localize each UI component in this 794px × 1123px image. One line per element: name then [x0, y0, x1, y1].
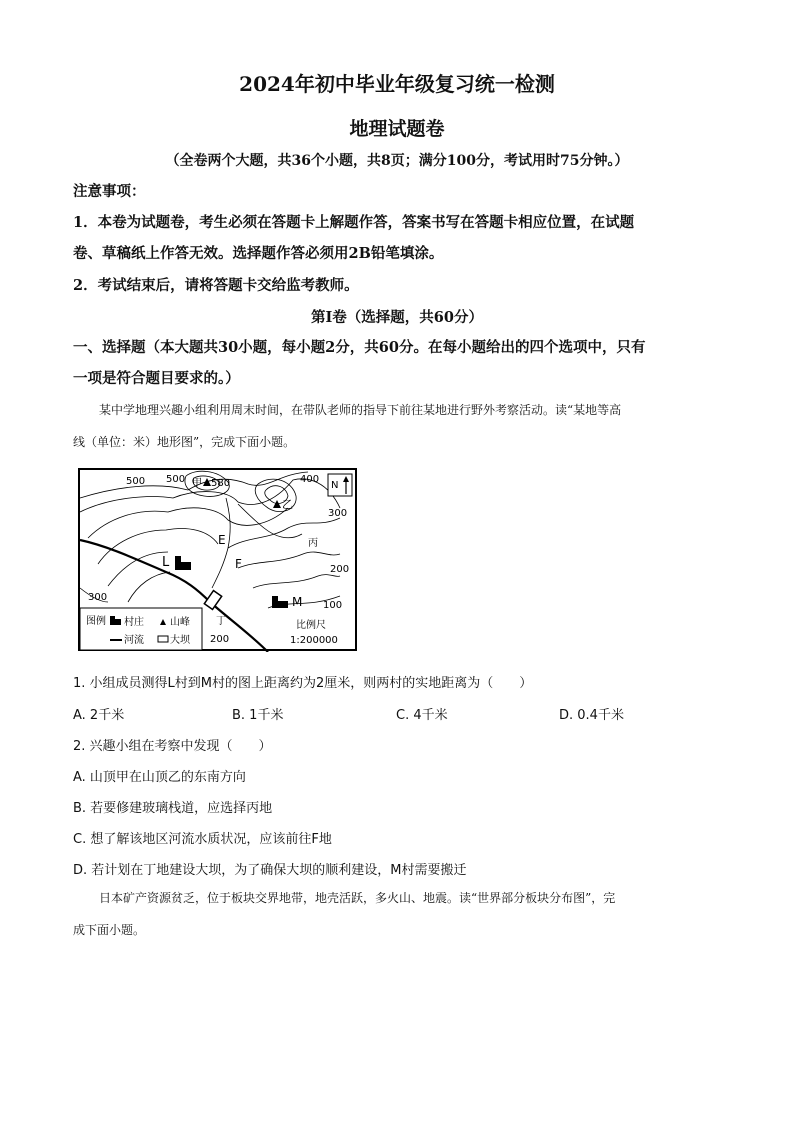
legend-peak: 山峰	[170, 617, 190, 628]
contour-label: 400	[300, 474, 320, 485]
passage-2	[73, 882, 723, 946]
north-label: N	[331, 480, 339, 491]
section-instructions-line2: 一项是符合题目要求的。）	[73, 370, 240, 387]
passage-2-line1: 日本矿产资源贫乏，位于板块交界地带，地壳活跃，多火山、地震。读“世界部分板块分布图”，完	[99, 891, 616, 905]
question-1-stem: 1. 小组成员测得L村到M村的图上距离约为2厘米，则两村的实地距离为（ ）	[73, 676, 533, 691]
contour-label: 100	[323, 600, 343, 611]
notes-heading: 注意事项：	[73, 183, 146, 200]
contour-label: 580	[211, 478, 231, 489]
note-item-1-line2: 卷、草稿纸上作答无效。选择题作答必须用2B铅笔填涂。	[73, 245, 444, 262]
legend-village: 村庄	[124, 617, 144, 628]
exam-title: 2024年初中毕业年级复习统一检测	[239, 72, 555, 96]
question-1-option-c[interactable]: C. 4千米	[396, 708, 448, 723]
scale-label: 比例尺	[296, 620, 326, 631]
point-bing-label: 丙	[308, 538, 318, 549]
part1-title: 第Ⅰ卷（选择题，共60分）	[311, 309, 483, 326]
point-ding-label: 丁	[216, 616, 226, 627]
legend-title: 图例	[86, 616, 106, 627]
note-item-2: 2．考试结束后，请将答题卡交给监考教师。	[73, 277, 359, 294]
question-2-option-a[interactable]: A. 山顶甲在山顶乙的东南方向	[73, 770, 246, 785]
passage-1-line2: 线（单位：米）地形图”，完成下面小题。	[73, 435, 296, 449]
question-1-option-a[interactable]: A. 2千米	[73, 708, 125, 723]
question-1-option-b[interactable]: B. 1千米	[232, 708, 284, 723]
contour-label: 500	[166, 474, 186, 485]
passage-1	[73, 394, 723, 458]
north-arrow	[328, 474, 352, 496]
contour-label: 300	[88, 592, 108, 603]
exam-subtitle: 地理试题卷	[349, 118, 445, 140]
question-2-option-d[interactable]: D. 若计划在丁地建设大坝，为了确保大坝的顺利建设，M村需要搬迁	[73, 863, 467, 878]
scale-value: 1:200000	[290, 635, 338, 646]
passage-1-line1: 某中学地理兴趣小组利用周末时间，在带队老师的指导下前往某地进行野外考察活动。读“某地等高	[99, 403, 622, 417]
contour-label: 300	[328, 508, 348, 519]
peak-b-label: 乙	[282, 498, 293, 511]
point-f-label: F	[235, 557, 242, 571]
contour-label: 500	[126, 476, 146, 487]
contour-map	[78, 468, 358, 652]
legend-river: 河流	[124, 635, 144, 646]
village-l-label: L	[162, 555, 170, 570]
point-e-label: E	[218, 533, 226, 547]
map-legend	[80, 608, 202, 650]
question-2-option-c[interactable]: C. 想了解该地区河流水质状况，应该前往F地	[73, 832, 332, 847]
question-1-option-d[interactable]: D. 0.4千米	[559, 708, 624, 723]
peak-a-label: 甲	[192, 478, 202, 489]
legend-dam: 大坝	[170, 635, 190, 646]
note-item-1-line1: 1．本卷为试题卷，考生必须在答题卡上解题作答，答案书写在答题卡相应位置，在试题	[73, 214, 635, 231]
exam-info: （全卷两个大题，共36个小题，共8页；满分100分，考试用时75分钟。）	[165, 153, 629, 169]
question-2-option-b[interactable]: B. 若要修建玻璃栈道，应选择丙地	[73, 801, 273, 816]
village-m-label: M	[292, 595, 303, 609]
contour-label: 200	[210, 634, 230, 645]
section-instructions-line1: 一、选择题（本大题共30小题，每小题2分，共60分。在每小题给出的四个选项中，只有	[73, 339, 646, 356]
contour-label: 200	[330, 564, 350, 575]
question-2-stem: 2. 兴趣小组在考察中发现（ ）	[73, 739, 272, 754]
passage-2-line2: 成下面小题。	[73, 923, 146, 937]
